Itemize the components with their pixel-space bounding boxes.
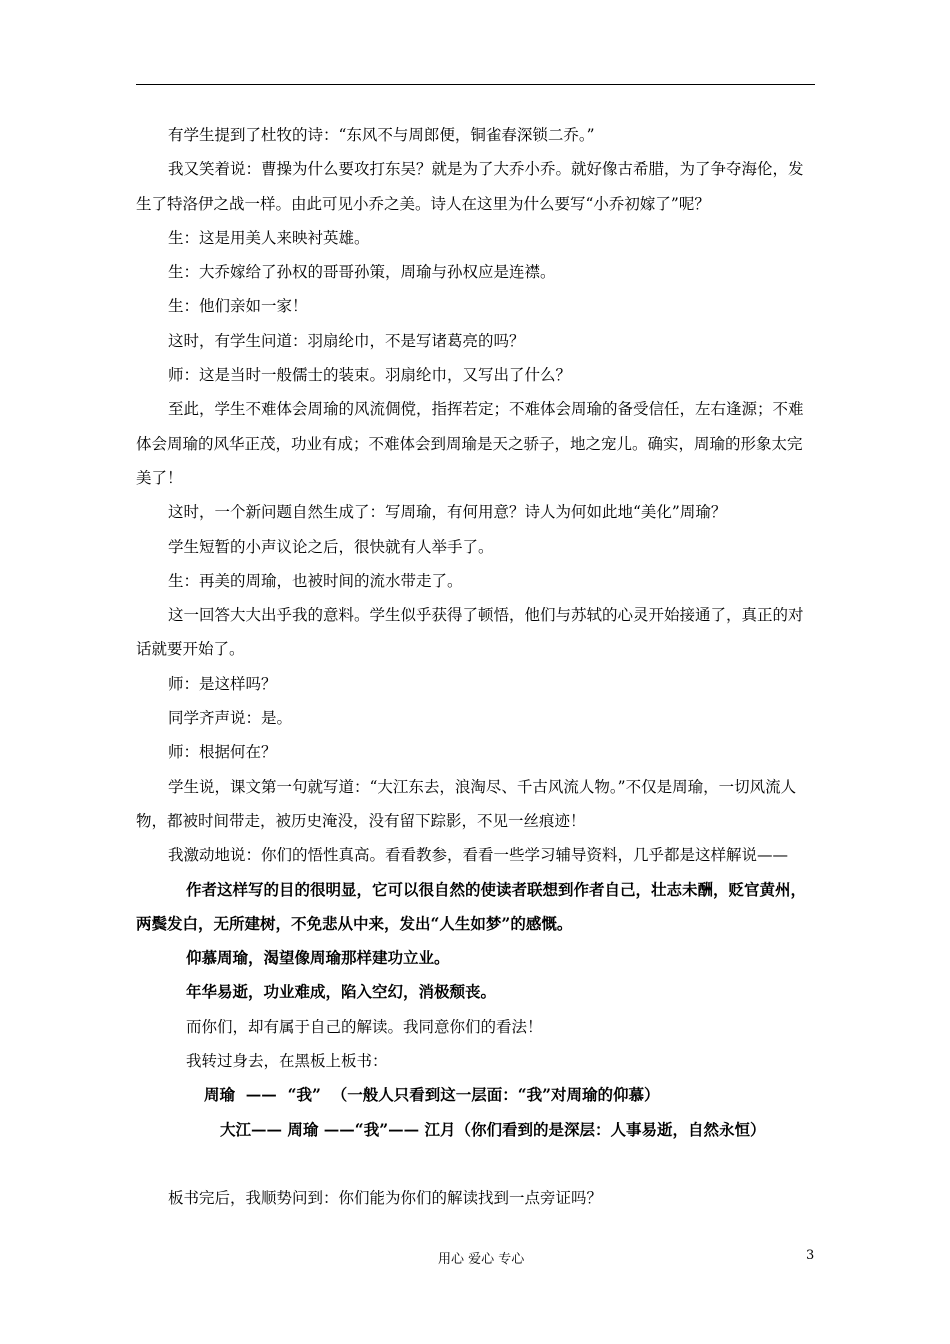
closing-paragraph: 板书完后，我顺势问到：你们能为你们的解读找到一点旁证吗？ bbox=[168, 1188, 603, 1207]
quoted-commentary: 年华易逝，功业难成，陷入空幻，消极颓丧。 bbox=[186, 982, 497, 1002]
paragraph: 师：这是当时一般儒士的装束。羽扇纶巾，又写出了什么？ bbox=[168, 366, 572, 385]
quoted-commentary: 作者这样写的目的很明显，它可以很自然的使读者联想到作者自己，壮志未酬，贬官黄州，两鬓发白，无所建树，不免悲从中来，发出“人生如梦”的感慨。 bbox=[136, 879, 807, 933]
paragraph: 生：大乔嫁给了孙权的哥哥孙策，周瑜与孙权应是连襟。 bbox=[168, 263, 556, 282]
header-rule bbox=[136, 84, 815, 85]
paragraph: 我转过身去，在黑板上板书： bbox=[186, 1052, 388, 1071]
paragraph: 至此，学生不难体会周瑜的风流倜傥，指挥若定；不难体会周瑜的备受信任，左右逢源；不难体会周瑜的风华正茂，功业有成；不难体会到周瑜是天之骄子，地之宠儿。确实，周瑜的形象太完美了！ bbox=[136, 400, 804, 487]
paragraph: 而你们，却有属于自己的解读。我同意你们的看法！ bbox=[186, 1017, 543, 1036]
blackboard-line-1: 周瑜 —— “我” （一般人只看到这一层面：“我”对周瑜的仰慕） bbox=[204, 1085, 660, 1105]
paragraph: 我又笑着说：曹操为什么要攻打东吴？就是为了大乔小乔。就好像古希腊，为了争夺海伦，发生了特洛伊之战一样。由此可见小乔之美。诗人在这里为什么要写“小乔初嫁了”呢？ bbox=[136, 160, 804, 213]
paragraph: 这时，一个新问题自然生成了：写周瑜，有何用意？诗人为何如此地“美化”周瑜？ bbox=[168, 503, 727, 522]
paragraph: 生：再美的周瑜，也被时间的流水带走了。 bbox=[168, 571, 463, 590]
footer-text: 用心 爱心 专心 bbox=[438, 1252, 525, 1267]
paragraph: 我激动地说：你们的悟性真高。看看教参，看看一些学习辅导资料，几乎都是这样解说—— bbox=[168, 846, 789, 865]
spacer bbox=[136, 1147, 816, 1181]
paragraph: 同学齐声说：是。 bbox=[168, 709, 293, 728]
blackboard-line-2: 大江—— 周瑜 ——“我”—— 江月（你们看到的是深层：人事易逝，自然永恒） bbox=[220, 1119, 766, 1139]
paragraph: 师：是这样吗？ bbox=[168, 674, 277, 693]
paragraph: 师：根据何在？ bbox=[168, 743, 277, 762]
page-number: 3 bbox=[806, 1248, 815, 1263]
document-body bbox=[136, 118, 816, 1215]
paragraph: 生：他们亲如一家！ bbox=[168, 297, 308, 316]
paragraph: 学生说，课文第一句就写道：“大江东去，浪淘尽、千古风流人物。”不仅是周瑜，一切风流人物，都被时间带走，被历史淹没，没有留下踪影，不见一丝痕迹！ bbox=[136, 777, 797, 830]
paragraph: 生：这是用美人来映衬英雄。 bbox=[168, 228, 370, 247]
paragraph: 这一回答大大出乎我的意料。学生似乎获得了顿悟，他们与苏轼的心灵开始接通了，真正的对话就要开始了。 bbox=[136, 606, 804, 659]
paragraph: 有学生提到了杜牧的诗：“东风不与周郎便，铜雀春深锁二乔。” bbox=[168, 126, 595, 144]
quoted-commentary: 仰慕周瑜，渴望像周瑜那样建功立业。 bbox=[186, 948, 450, 968]
paragraph: 这时，有学生问道：羽扇纶巾，不是写诸葛亮的吗？ bbox=[168, 331, 525, 350]
paragraph: 学生短暂的小声议论之后，很快就有人举手了。 bbox=[168, 537, 494, 556]
